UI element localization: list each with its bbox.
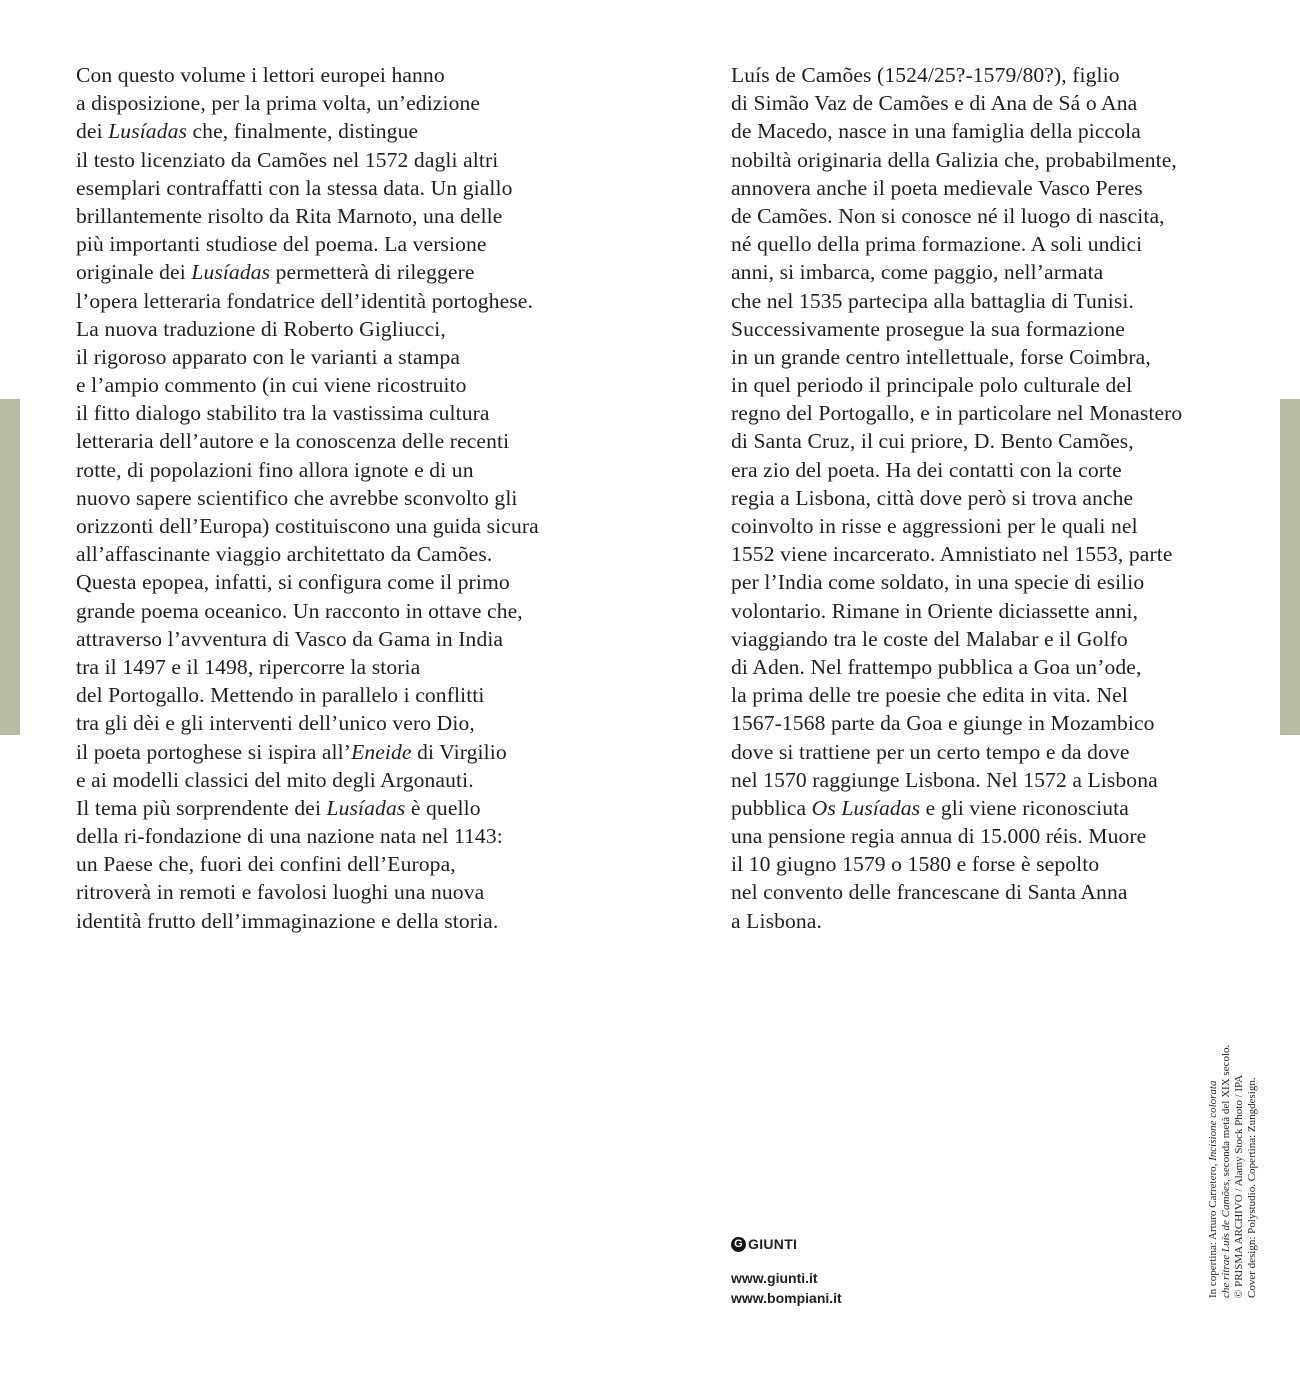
publisher-urls <box>731 1268 842 1308</box>
left-text-column <box>76 61 539 935</box>
right-column-line: Luís de Camões (1524/25?-1579/80?), figlio <box>731 63 1120 87</box>
right-column-line: in un grande centro intellettuale, forse Coimbra, <box>731 344 1151 369</box>
left-column-line: e ai modelli classici del mito degli Argonauti. <box>76 767 474 792</box>
right-column-line: viaggiando tra le coste del Malabar e il Golfo <box>731 626 1128 651</box>
credits-line: che ritrae Luís de Camões, seconda metà del XIX secolo. <box>1220 1044 1232 1298</box>
left-column-line: ritroverà in remoti e favolosi luoghi una nuova <box>76 880 485 905</box>
publisher-logo <box>731 1236 797 1252</box>
right-column-line: nobiltà originaria della Galizia che, probabilmente, <box>731 147 1177 172</box>
left-column-line: esemplari contraffatti con la stessa data. Un giallo <box>76 175 513 200</box>
right-column-line: a Lisbona. <box>731 908 822 933</box>
left-column-line: a disposizione, per la prima volta, un’edizione <box>76 91 481 116</box>
left-edge-tab <box>0 399 20 735</box>
left-column-line: il poeta portoghese si ispira all’Eneide di Virgilio <box>76 739 507 764</box>
left-column-line: e l’ampio commento (in cui viene ricostruito <box>76 373 467 398</box>
left-column-line: Il tema più sorprendente dei Lusíadas è quello <box>76 795 481 820</box>
left-column-line: l’opera letteraria fondatrice dell’identità portoghese. <box>76 288 533 313</box>
right-column-line: di Aden. Nel frattempo pubblica a Goa un’ode, <box>731 654 1142 679</box>
left-column-line: all’affascinante viaggio architettato da Camões. <box>76 542 493 567</box>
right-column-line: una pensione regia annua di 15.000 réis. Muore <box>731 824 1147 849</box>
left-column-line: identità frutto dell’immaginazione e della storia. <box>76 908 499 933</box>
right-column-line: pubblica Os Lusíadas e gli viene riconosciuta <box>731 795 1129 820</box>
right-column-line: né quello della prima formazione. A soli undici <box>731 232 1143 257</box>
left-column-line: attraverso l’avventura di Vasco da Gama in India <box>76 626 504 651</box>
right-column-line: volontario. Rimane in Oriente diciassette anni, <box>731 598 1139 623</box>
right-column-line: Successivamente prosegue la sua formazione <box>731 316 1125 341</box>
left-column-line: più importanti studiose del poema. La versione <box>76 232 487 257</box>
left-column-line: dei Lusíadas che, finalmente, distingue <box>76 119 419 144</box>
left-column-line: Questa epopea, infatti, si configura come il primo <box>76 570 510 595</box>
left-column-line: il rigoroso apparato con le varianti a stampa <box>76 344 461 369</box>
right-column-line: la prima delle tre poesie che edita in vita. Nel <box>731 683 1128 708</box>
right-column-line: in quel periodo il principale polo culturale del <box>731 373 1133 398</box>
right-column-line: di Simão Vaz de Camões e di Ana de Sá o Ana <box>731 91 1138 116</box>
left-column-line: nuovo sapere scientifico che avrebbe sconvolto gli <box>76 485 518 510</box>
left-column-line: letteraria dell’autore e la conoscenza delle recenti <box>76 429 510 454</box>
url-giunti[interactable]: www.giunti.it <box>731 1270 818 1286</box>
left-column-line: un Paese che, fuori dei confini dell’Europa, <box>76 852 456 877</box>
right-column-line: de Camões. Non si conosce né il luogo di nascita, <box>731 203 1165 228</box>
right-column-line: 1567-1568 parte da Goa e giunge in Mozambico <box>731 711 1155 736</box>
publisher-name: GIUNTI <box>748 1236 798 1252</box>
right-column-line: annovera anche il poeta medievale Vasco Peres <box>731 175 1143 200</box>
right-edge-tab <box>1280 399 1300 735</box>
left-column-line: del Portogallo. Mettendo in parallelo i conflitti <box>76 683 485 708</box>
left-column-line: il testo licenziato da Camões nel 1572 dagli altri <box>76 147 499 172</box>
right-column-line: nel convento delle francescane di Santa Anna <box>731 880 1128 905</box>
right-column-line: di Santa Cruz, il cui priore, D. Bento Camões, <box>731 429 1134 454</box>
right-column-line: regia a Lisbona, città dove però si trova anche <box>731 485 1134 510</box>
right-column-line: dove si trattiene per un certo tempo e da dove <box>731 739 1130 764</box>
left-column-line: La nuova traduzione di Roberto Gigliucci, <box>76 316 446 341</box>
right-column-line: il 10 giugno 1579 o 1580 e forse è sepolto <box>731 852 1100 877</box>
right-column-line: regno del Portogallo, e in particolare nel Monastero <box>731 401 1183 426</box>
right-column-line: che nel 1535 partecipa alla battaglia di Tunisi. <box>731 288 1134 313</box>
left-column-line: rotte, di popolazioni fino allora ignote e di un <box>76 457 474 482</box>
left-column-line: tra il 1497 e il 1498, ripercorre la storia <box>76 654 421 679</box>
credits-line: Cover design: Polystudio. Copertina: Zungdesign. <box>1246 1077 1258 1298</box>
credits-line: In copertina: Arturo Carretero, Incisione colorata <box>1207 1080 1219 1298</box>
right-column-line: nel 1570 raggiunge Lisbona. Nel 1572 a Lisbona <box>731 767 1158 792</box>
left-column-line: della ri-fondazione di una nazione nata nel 1143: <box>76 824 503 849</box>
cover-credits <box>1207 1018 1259 1298</box>
left-column-line: il fitto dialogo stabilito tra la vastissima cultura <box>76 401 490 426</box>
right-column-line: coinvolto in risse e aggressioni per le quali nel <box>731 514 1138 538</box>
right-column-line: per l’India come soldato, in una specie di esilio <box>731 570 1145 595</box>
left-column-line: grande poema oceanico. Un racconto in ottave che, <box>76 598 523 623</box>
right-column-line: anni, si imbarca, come paggio, nell’armata <box>731 260 1104 285</box>
right-text-column <box>731 61 1182 935</box>
left-column-line: Con questo volume i lettori europei hanno <box>76 63 445 87</box>
credits-line: © PRISMA ARCHIVO / Alamy Stock Photo / IPA <box>1233 1074 1245 1298</box>
right-column-line: era zio del poeta. Ha dei contatti con la corte <box>731 457 1122 482</box>
left-column-line: originale dei Lusíadas permetterà di rileggere <box>76 260 475 285</box>
url-bompiani[interactable]: www.bompiani.it <box>731 1290 842 1306</box>
left-column-line: brillantemente risolto da Rita Marnoto, una delle <box>76 203 503 228</box>
giunti-logo-icon: G <box>731 1237 746 1252</box>
left-column-line: orizzonti dell’Europa) costituiscono una guida sicura <box>76 514 539 538</box>
right-column-line: de Macedo, nasce in una famiglia della piccola <box>731 119 1141 144</box>
right-column-line: 1552 viene incarcerato. Amnistiato nel 1553, parte <box>731 542 1173 567</box>
left-column-line: tra gli dèi e gli interventi dell’unico vero Dio, <box>76 711 475 736</box>
